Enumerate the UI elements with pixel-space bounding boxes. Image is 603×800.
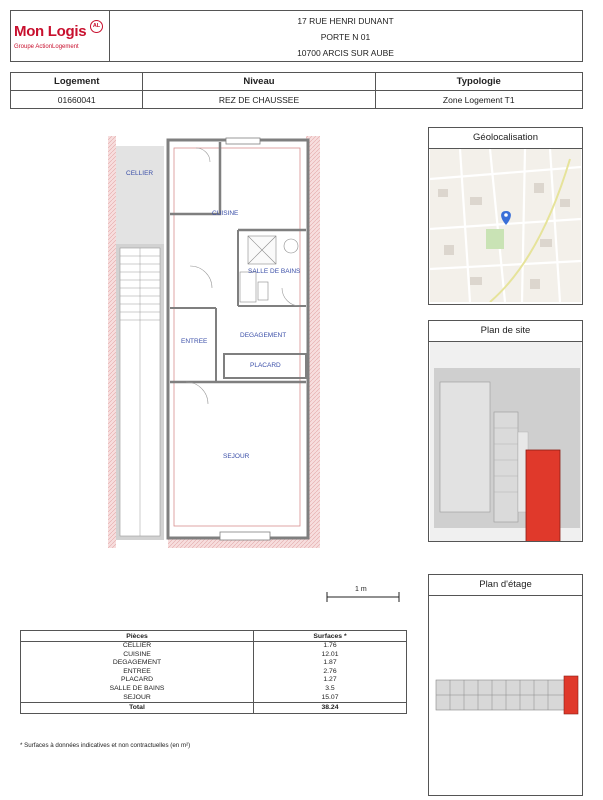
table-row	[21, 668, 407, 677]
value-niveau: REZ DE CHAUSSEE	[143, 91, 375, 109]
plan-etage-title: Plan d'étage	[429, 575, 582, 596]
piece-name: SEJOUR	[21, 694, 254, 703]
geolocalisation-panel	[428, 127, 583, 305]
floor-level-plan	[430, 596, 581, 795]
room-label-entree: ENTREE	[181, 338, 208, 345]
piece-name: PLACARD	[21, 676, 254, 685]
piece-name: SALLE DE BAINS	[21, 685, 254, 694]
room-label-sejour: SEJOUR	[223, 453, 250, 460]
piece-surface: 3.5	[254, 685, 407, 694]
floor-plan	[108, 136, 320, 548]
address-street: 17 RUE HENRI DUNANT	[297, 16, 394, 26]
plan-de-site-panel	[428, 320, 583, 542]
room-label-cellier: CELLIER	[126, 170, 154, 177]
header-box	[10, 10, 583, 62]
room-label-placard: PLACARD	[250, 362, 281, 369]
table-row	[21, 685, 407, 694]
plan-de-site-title: Plan de site	[429, 321, 582, 342]
header-pieces: Pièces	[21, 631, 254, 642]
scale-label: 1 m	[355, 586, 367, 593]
logo	[11, 11, 110, 61]
room-label-salle-de-bains: SALLE DE BAINS	[248, 268, 301, 275]
header-surfaces: Surfaces *	[254, 631, 407, 642]
footnote: * Surfaces à données indicatives et non contractuelles (en m²)	[20, 742, 191, 749]
address-block	[109, 11, 582, 61]
header-niveau: Niveau	[143, 73, 375, 91]
apartment-highlight	[564, 676, 578, 714]
surfaces-table	[20, 630, 407, 714]
table-row	[21, 659, 407, 668]
piece-surface: 1.87	[254, 659, 407, 668]
total-row	[21, 703, 407, 714]
logo-badge-icon: AL	[90, 20, 103, 33]
table-row	[21, 694, 407, 703]
site-plan	[430, 342, 581, 541]
logo-name: Mon Logis	[14, 23, 87, 40]
value-typologie: Zone Logement T1	[375, 91, 582, 109]
room-label-cuisine: CUISINE	[212, 210, 239, 217]
piece-name: ENTREE	[21, 668, 254, 677]
piece-surface: 1.76	[254, 642, 407, 651]
total-label: Total	[21, 703, 254, 714]
total-value: 38.24	[254, 703, 407, 714]
logo-subtitle: Groupe ActionLogement	[14, 44, 79, 50]
housing-info-table	[10, 72, 583, 109]
geolocalisation-title: Géolocalisation	[429, 128, 582, 149]
location-map[interactable]	[430, 149, 581, 302]
stairwell	[116, 146, 164, 540]
piece-surface: 1.27	[254, 676, 407, 685]
piece-name: CELLIER	[21, 642, 254, 651]
building-highlight	[526, 450, 560, 541]
piece-name: CUISINE	[21, 651, 254, 660]
address-door: PORTE N 01	[320, 32, 371, 42]
piece-surface: 15.07	[254, 694, 407, 703]
value-logement: 01660041	[11, 91, 143, 109]
header-typologie: Typologie	[375, 73, 582, 91]
address-city: 10700 ARCIS SUR AUBE	[297, 48, 394, 58]
outside-hatch-left	[108, 136, 116, 548]
room-label-degagement: DEGAGEMENT	[240, 332, 287, 339]
table-row	[21, 642, 407, 651]
piece-surface: 2.76	[254, 668, 407, 677]
table-row	[21, 651, 407, 660]
piece-name: DEGAGEMENT	[21, 659, 254, 668]
header-logement: Logement	[11, 73, 143, 91]
table-row	[21, 676, 407, 685]
piece-surface: 12.01	[254, 651, 407, 660]
plan-etage-panel	[428, 574, 583, 796]
